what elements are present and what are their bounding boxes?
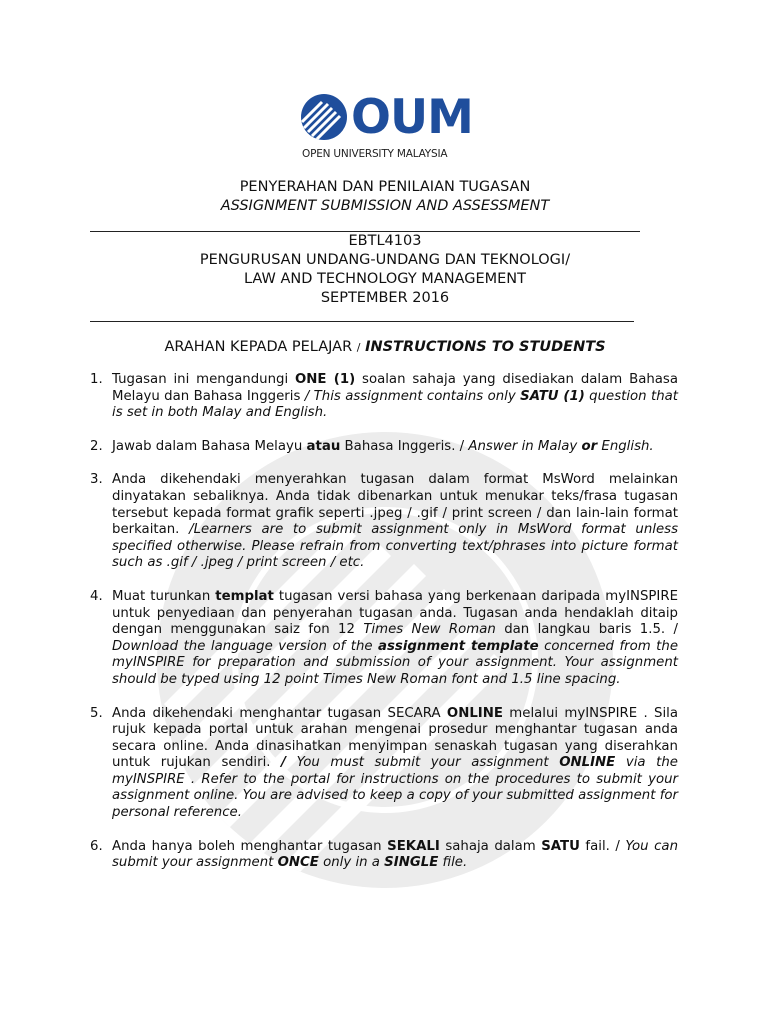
instruction-text: fail. /	[579, 838, 626, 854]
instruction-text: Anda dikehendaki menghantar tugasan SECARA	[112, 705, 447, 721]
course-semester: SEPTEMBER 2016	[320, 290, 450, 306]
instruction-text: Bahasa Inggeris. /	[340, 438, 469, 454]
instruction-text: melalui myINSPIRE . Sila rujuk kepada portal untuk arahan mengenai prosedur menghantar tugasan anda secara online. Anda dinasihatkan menyimpan senaskah tugasan yang diserahkan untuk rujukan sendiri.	[112, 705, 679, 771]
instruction-text: ONCE	[277, 855, 319, 871]
instruction-text: Times New Roman	[363, 622, 496, 638]
instruction-text: Muat turunkan	[112, 588, 216, 604]
document-title	[90, 178, 680, 216]
oum-logo	[300, 90, 473, 162]
instruction-text: SATU	[541, 838, 580, 854]
instruction-text: atau	[306, 438, 341, 454]
course-block	[90, 232, 680, 308]
instructions-heading-malay: ARAHAN KEPADA PELAJAR	[164, 339, 353, 355]
instruction-item	[90, 589, 678, 689]
instruction-text: / This assignment contains only	[304, 388, 521, 404]
instruction-text: ONLINE	[559, 755, 616, 771]
instruction-text: ONLINE	[446, 705, 503, 721]
instructions-heading	[90, 339, 680, 355]
instruction-list	[90, 372, 678, 889]
instruction-text: You must submit your assignment	[285, 755, 560, 771]
instruction-item	[90, 439, 678, 456]
instruction-text: sahaja dalam	[439, 838, 542, 854]
instruction-text: English.	[597, 438, 654, 454]
instruction-text: SINGLE	[384, 855, 439, 871]
instruction-number: 4.	[90, 588, 103, 604]
instruction-text: dan langkau baris 1.5. /	[495, 622, 678, 638]
instruction-text: or	[581, 438, 598, 454]
instruction-text: tugasan versi bahasa yang berkenaan daripada myINSPIRE untuk penyediaan dan penyerahan tugasan anda. Tugasan anda hendaklah ditaip dengan menggunakan saiz fon 12	[112, 588, 678, 638]
instruction-text: /	[281, 755, 286, 771]
instruction-text: assignment template	[378, 638, 539, 654]
instruction-item	[90, 472, 678, 572]
course-code: EBTL4103	[348, 233, 422, 249]
instructions-heading-separator: /	[356, 341, 361, 354]
instruction-text: Download the language version of the	[112, 638, 379, 654]
instruction-item	[90, 706, 678, 822]
instruction-text: file.	[438, 855, 468, 871]
instructions-heading-english: INSTRUCTIONS TO STUDENTS	[365, 339, 606, 355]
instruction-number: 6.	[90, 838, 103, 854]
instruction-text: Tugasan ini mengandungi	[112, 372, 295, 387]
instruction-text: Jawab dalam Bahasa Melayu	[112, 438, 307, 454]
logo-subtitle: OPEN UNIVERSITY MALAYSIA	[302, 148, 448, 160]
instruction-text: /Learners are to submit assignment only in MsWord format unless specified otherwise. Please refrain from converting text/phrases into picture format such as .gif / .jpeg / print screen / etc.	[112, 522, 679, 571]
divider-bottom	[90, 321, 634, 322]
instruction-number: 3.	[90, 472, 103, 488]
instruction-number: 5.	[90, 705, 103, 721]
instruction-text: SATU (1)	[520, 388, 585, 404]
instruction-text: ONE (1)	[295, 372, 356, 387]
instruction-item	[90, 839, 678, 872]
instruction-text: via the myINSPIRE . Refer to the portal for instructions on the procedures to submit your assignment online. You are advised to keep a copy of your submitted assignment for personal reference.	[112, 755, 678, 821]
logo-wordmark: OUM	[351, 90, 473, 145]
instruction-text: Answer in Malay	[468, 438, 582, 454]
title-english: ASSIGNMENT SUBMISSION AND ASSESSMENT	[220, 198, 550, 214]
title-malay: PENYERAHAN DAN PENILAIAN TUGASAN	[239, 179, 531, 195]
instruction-text: soalan sahaja yang disediakan dalam Bahasa Melayu dan Bahasa Inggeris	[112, 372, 678, 404]
instruction-text: SEKALI	[387, 838, 440, 854]
instruction-item	[90, 372, 678, 422]
oum-globe-icon	[300, 92, 348, 142]
instruction-text: Anda hanya boleh menghantar tugasan	[112, 838, 388, 854]
instruction-text: question that is set in both Malay and English.	[112, 388, 679, 421]
course-name-english: LAW AND TECHNOLOGY MANAGEMENT	[244, 271, 526, 287]
instruction-text: templat	[215, 588, 274, 604]
instruction-number: 1.	[90, 372, 103, 387]
instruction-text: only in a	[318, 855, 385, 871]
instruction-text: You can submit your assignment	[112, 838, 678, 871]
instruction-text: concerned from the myINSPIRE for preparation and submission of your assignment. Your assignment should be typed using 12 point Times New Roman font and 1.5 line spacing.	[112, 638, 678, 687]
instruction-text: Anda dikehendaki menyerahkan tugasan dalam format MsWord melainkan dinyatakan sebaliknya. Anda tidak dibenarkan untuk menukar teks/frasa tugasan tersebut kepada format grafik seperti .jpeg / .gif / print screen / dan lain-lain format berkaitan.	[112, 472, 678, 538]
course-name-malay: PENGURUSAN UNDANG-UNDANG DAN TEKNOLOGI/	[199, 252, 571, 268]
instruction-number: 2.	[90, 438, 103, 454]
